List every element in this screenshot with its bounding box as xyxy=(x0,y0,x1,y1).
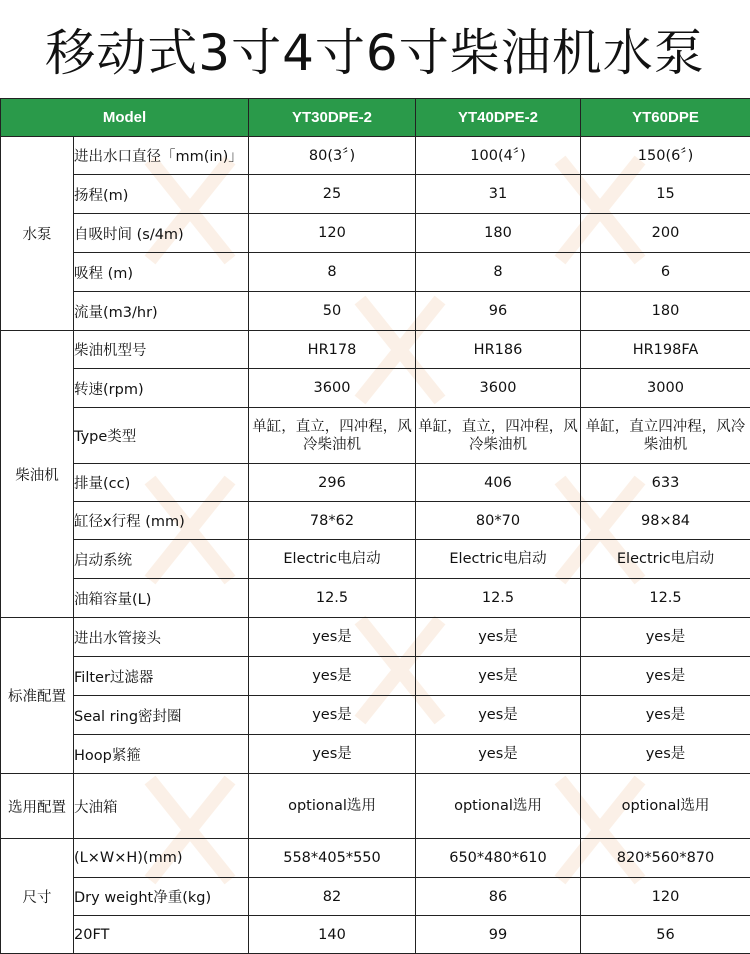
param-label: 缸径x行程 (mm) xyxy=(74,502,249,540)
value-cell: 12.5 xyxy=(416,579,581,618)
param-label: 转速(rpm) xyxy=(74,369,249,408)
value-cell: 单缸，直立，四冲程，风冷柴油机 xyxy=(249,408,416,464)
value-cell: yes是 xyxy=(581,618,750,657)
group-label-size: 尺寸 xyxy=(1,839,74,954)
table-row xyxy=(1,137,750,175)
value-cell: 99 xyxy=(416,916,581,954)
table-row xyxy=(1,657,750,696)
table-row xyxy=(1,331,750,369)
param-label: Seal ring密封圈 xyxy=(74,696,249,735)
param-label: Filter过滤器 xyxy=(74,657,249,696)
value-cell: 82 xyxy=(249,878,416,916)
table-row xyxy=(1,878,750,916)
value-cell: yes是 xyxy=(249,696,416,735)
model-column-header: YT30DPE-2 xyxy=(249,99,416,137)
value-cell: Electric电启动 xyxy=(249,540,416,579)
value-cell: 633 xyxy=(581,464,750,502)
table-row xyxy=(1,579,750,618)
value-cell: 3000 xyxy=(581,369,750,408)
value-cell: Electric电启动 xyxy=(416,540,581,579)
model-header: Model xyxy=(1,99,249,137)
table-row xyxy=(1,540,750,579)
value-cell: yes是 xyxy=(249,657,416,696)
value-cell: 3600 xyxy=(416,369,581,408)
table-row xyxy=(1,839,750,878)
page-title: 移动式3寸4寸6寸柴油机水泵 xyxy=(0,0,750,98)
value-cell: 406 xyxy=(416,464,581,502)
value-cell: HR178 xyxy=(249,331,416,369)
group-label-pump: 水泵 xyxy=(1,137,74,331)
param-label: 启动系统 xyxy=(74,540,249,579)
param-label: 20FT xyxy=(74,916,249,954)
value-cell: HR186 xyxy=(416,331,581,369)
table-row xyxy=(1,618,750,657)
table-row xyxy=(1,175,750,214)
value-cell: 3600 xyxy=(249,369,416,408)
value-cell: 12.5 xyxy=(249,579,416,618)
value-cell: 120 xyxy=(581,878,750,916)
value-cell: 650*480*610 xyxy=(416,839,581,878)
param-label: (L×W×H)(mm) xyxy=(74,839,249,878)
value-cell: 8 xyxy=(249,253,416,292)
value-cell: 31 xyxy=(416,175,581,214)
table-row xyxy=(1,464,750,502)
value-cell: optional选用 xyxy=(249,774,416,839)
value-cell: 50 xyxy=(249,292,416,331)
param-label: 大油箱 xyxy=(74,774,249,839)
value-cell: yes是 xyxy=(416,735,581,774)
table-header-row xyxy=(1,99,750,137)
group-label-standard: 标准配置 xyxy=(1,618,74,774)
value-cell: 12.5 xyxy=(581,579,750,618)
value-cell: 80*70 xyxy=(416,502,581,540)
value-cell: 180 xyxy=(581,292,750,331)
value-cell: optional选用 xyxy=(581,774,750,839)
value-cell: 8 xyxy=(416,253,581,292)
value-cell: 100(4〞) xyxy=(416,137,581,175)
table-row xyxy=(1,214,750,253)
value-cell: 15 xyxy=(581,175,750,214)
value-cell: yes是 xyxy=(416,618,581,657)
value-cell: yes是 xyxy=(581,657,750,696)
value-cell: 140 xyxy=(249,916,416,954)
value-cell: 180 xyxy=(416,214,581,253)
param-label: 流量(m3/hr) xyxy=(74,292,249,331)
param-label: 柴油机型号 xyxy=(74,331,249,369)
table-row xyxy=(1,696,750,735)
value-cell: 78*62 xyxy=(249,502,416,540)
value-cell: HR198FA xyxy=(581,331,750,369)
value-cell: yes是 xyxy=(416,696,581,735)
model-column-header: YT60DPE xyxy=(581,99,750,137)
param-label: 进出水口直径「mm(in)」 xyxy=(74,137,249,175)
table-row xyxy=(1,369,750,408)
table-row xyxy=(1,253,750,292)
value-cell: 单缸，直立四冲程，风冷柴油机 xyxy=(581,408,750,464)
value-cell: 98×84 xyxy=(581,502,750,540)
value-cell: 单缸，直立，四冲程，风冷柴油机 xyxy=(416,408,581,464)
param-label: Type类型 xyxy=(74,408,249,464)
value-cell: optional选用 xyxy=(416,774,581,839)
value-cell: Electric电启动 xyxy=(581,540,750,579)
model-column-header: YT40DPE-2 xyxy=(416,99,581,137)
param-label: Dry weight净重(kg) xyxy=(74,878,249,916)
param-label: 吸程 (m) xyxy=(74,253,249,292)
table-row xyxy=(1,502,750,540)
value-cell: 820*560*870 xyxy=(581,839,750,878)
param-label: 进出水管接头 xyxy=(74,618,249,657)
table-row xyxy=(1,735,750,774)
table-row xyxy=(1,916,750,954)
value-cell: yes是 xyxy=(581,696,750,735)
param-label: Hoop紧箍 xyxy=(74,735,249,774)
value-cell: 6 xyxy=(581,253,750,292)
value-cell: yes是 xyxy=(249,735,416,774)
value-cell: 80(3〞) xyxy=(249,137,416,175)
value-cell: yes是 xyxy=(416,657,581,696)
value-cell: 120 xyxy=(249,214,416,253)
value-cell: 558*405*550 xyxy=(249,839,416,878)
param-label: 扬程(m) xyxy=(74,175,249,214)
param-label: 油箱容量(L) xyxy=(74,579,249,618)
spec-table xyxy=(0,98,750,954)
value-cell: yes是 xyxy=(249,618,416,657)
group-label-engine: 柴油机 xyxy=(1,331,74,618)
value-cell: 25 xyxy=(249,175,416,214)
param-label: 自吸时间 (s/4m) xyxy=(74,214,249,253)
value-cell: 86 xyxy=(416,878,581,916)
value-cell: 56 xyxy=(581,916,750,954)
group-label-optional: 选用配置 xyxy=(1,774,74,839)
value-cell: yes是 xyxy=(581,735,750,774)
value-cell: 200 xyxy=(581,214,750,253)
table-row xyxy=(1,292,750,331)
value-cell: 96 xyxy=(416,292,581,331)
value-cell: 150(6〞) xyxy=(581,137,750,175)
param-label: 排量(cc) xyxy=(74,464,249,502)
value-cell: 296 xyxy=(249,464,416,502)
table-row xyxy=(1,408,750,464)
table-row xyxy=(1,774,750,839)
